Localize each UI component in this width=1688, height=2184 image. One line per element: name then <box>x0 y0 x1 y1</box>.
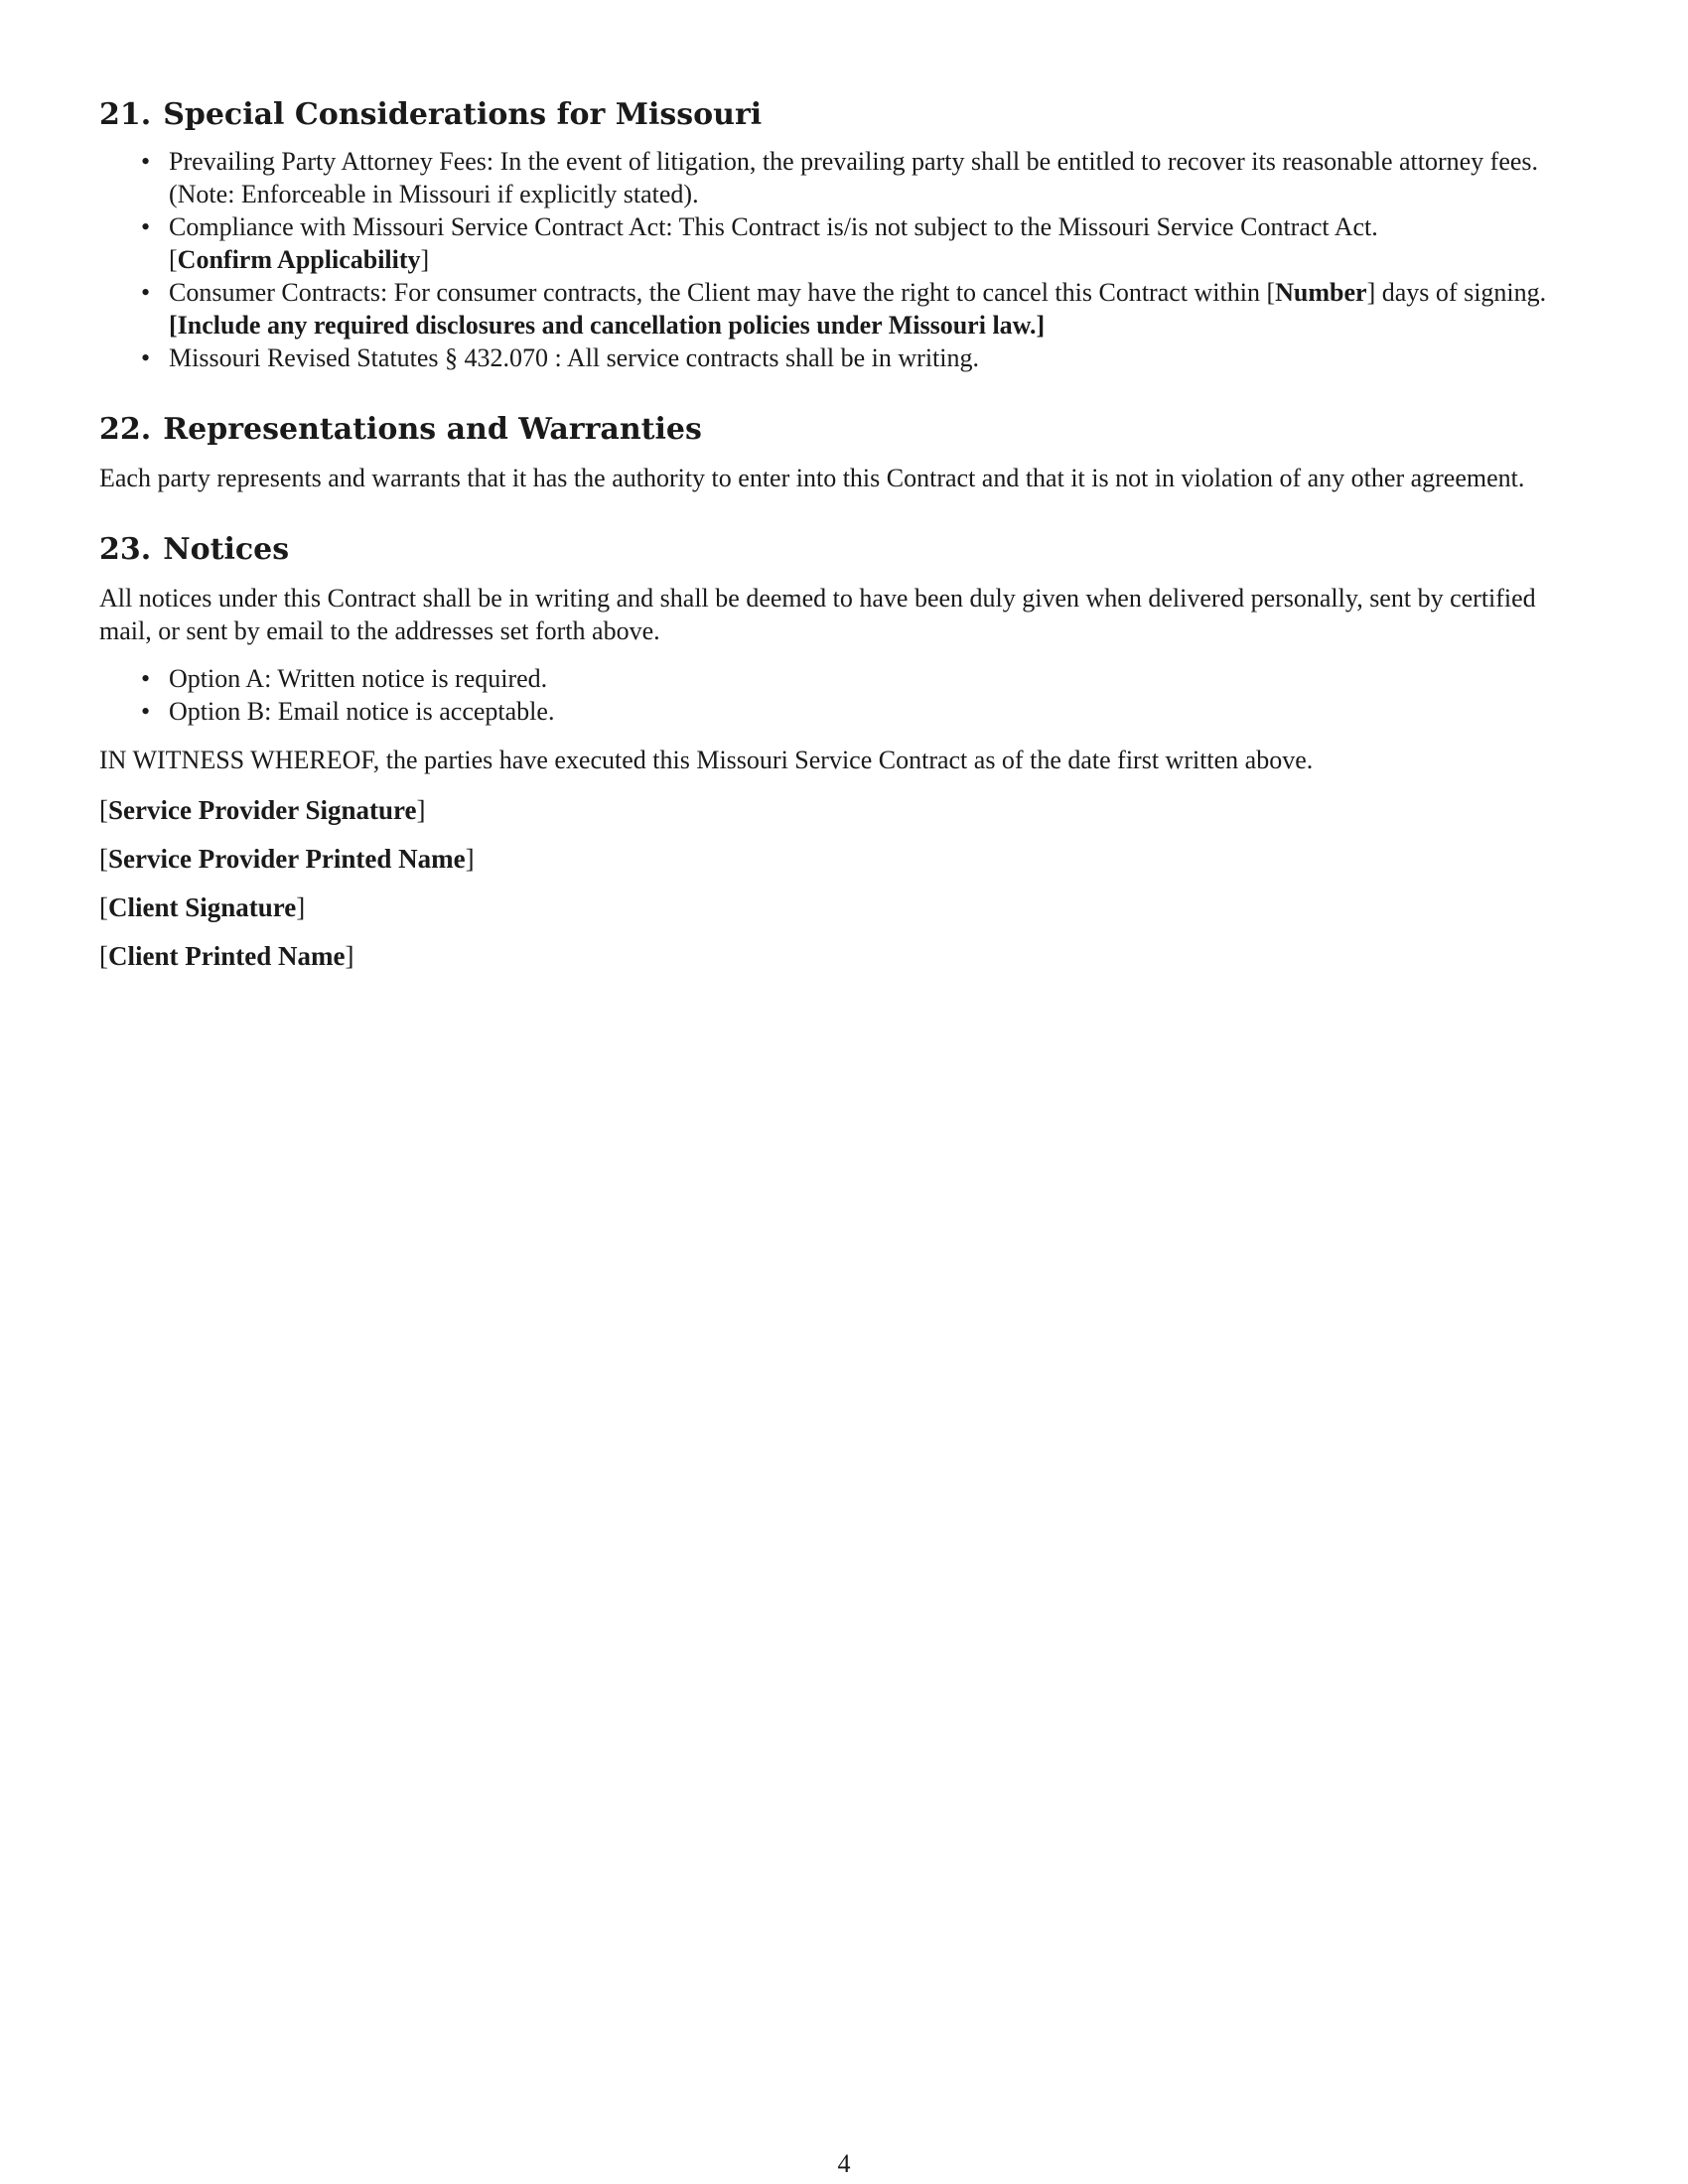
section-23 <box>99 530 1594 973</box>
section-number: 21. <box>99 97 152 132</box>
list-item: • Missouri Revised Statutes § 432.070 : All service contracts shall be in writing. <box>169 341 1594 374</box>
document-page <box>99 95 1594 989</box>
list-item: • Prevailing Party Attorney Fees: In the event of litigation, the prevailing party shall be entitled to recover its reasonable attorney fees. (Note: Enforceable in Missouri if explicitly stated). <box>169 145 1594 210</box>
section-title: Representations and Warranties <box>163 412 702 447</box>
witness-clause: IN WITNESS WHEREOF, the parties have executed this Missouri Service Contract as of the date first written above. <box>99 746 1314 774</box>
placeholder-text: Confirm Applicability <box>177 245 421 274</box>
placeholder-text: [Include any required disclosures and cancellation policies under Missouri law.] <box>169 311 1046 340</box>
signature-label: Client Printed Name <box>108 941 346 971</box>
section-body: All notices under this Contract shall be in writing and shall be deemed to have been duly given when delivered personally, sent by certified mail, or sent by email to the addresses set forth above. <box>99 584 1536 645</box>
section-heading <box>99 410 1594 450</box>
signature-line: [Service Provider Printed Name] <box>99 844 475 874</box>
list-item: • Consumer Contracts: For consumer contracts, the Client may have the right to cancel this Contract within [Number] days of signing. [Include any required disclosures and cancellation policies under Missouri law.] <box>169 276 1594 341</box>
section-title: Notices <box>163 532 290 567</box>
section-number: 23. <box>99 532 152 567</box>
list-item: • Option A: Written notice is required. <box>169 662 1594 695</box>
signature-label: Service Provider Printed Name <box>108 844 466 874</box>
signature-line: [Service Provider Signature] <box>99 795 426 825</box>
signature-line: [Client Signature] <box>99 892 306 922</box>
page-number: 4 <box>837 2149 851 2178</box>
section-22 <box>99 410 1594 494</box>
list-item: • Compliance with Missouri Service Contract Act: This Contract is/is not subject to the Missouri Service Contract Act. [Confirm Applicability] <box>169 210 1594 276</box>
section-title: Special Considerations for Missouri <box>163 97 763 132</box>
section-body: Each party represents and warrants that it has the authority to enter into this Contract and that it is not in violation of any other agreement. <box>99 464 1525 492</box>
section-number: 22. <box>99 412 152 447</box>
section-heading <box>99 95 1594 135</box>
considerations-list <box>99 145 1594 374</box>
signature-line: [Client Printed Name] <box>99 941 354 971</box>
list-item: • Option B: Email notice is acceptable. <box>169 695 1594 728</box>
signature-label: Service Provider Signature <box>108 795 417 825</box>
section-heading <box>99 530 1594 570</box>
notice-options-list <box>99 662 1594 728</box>
placeholder-text: Number <box>1275 278 1367 307</box>
section-21 <box>99 95 1594 374</box>
signature-label: Client Signature <box>108 892 297 922</box>
